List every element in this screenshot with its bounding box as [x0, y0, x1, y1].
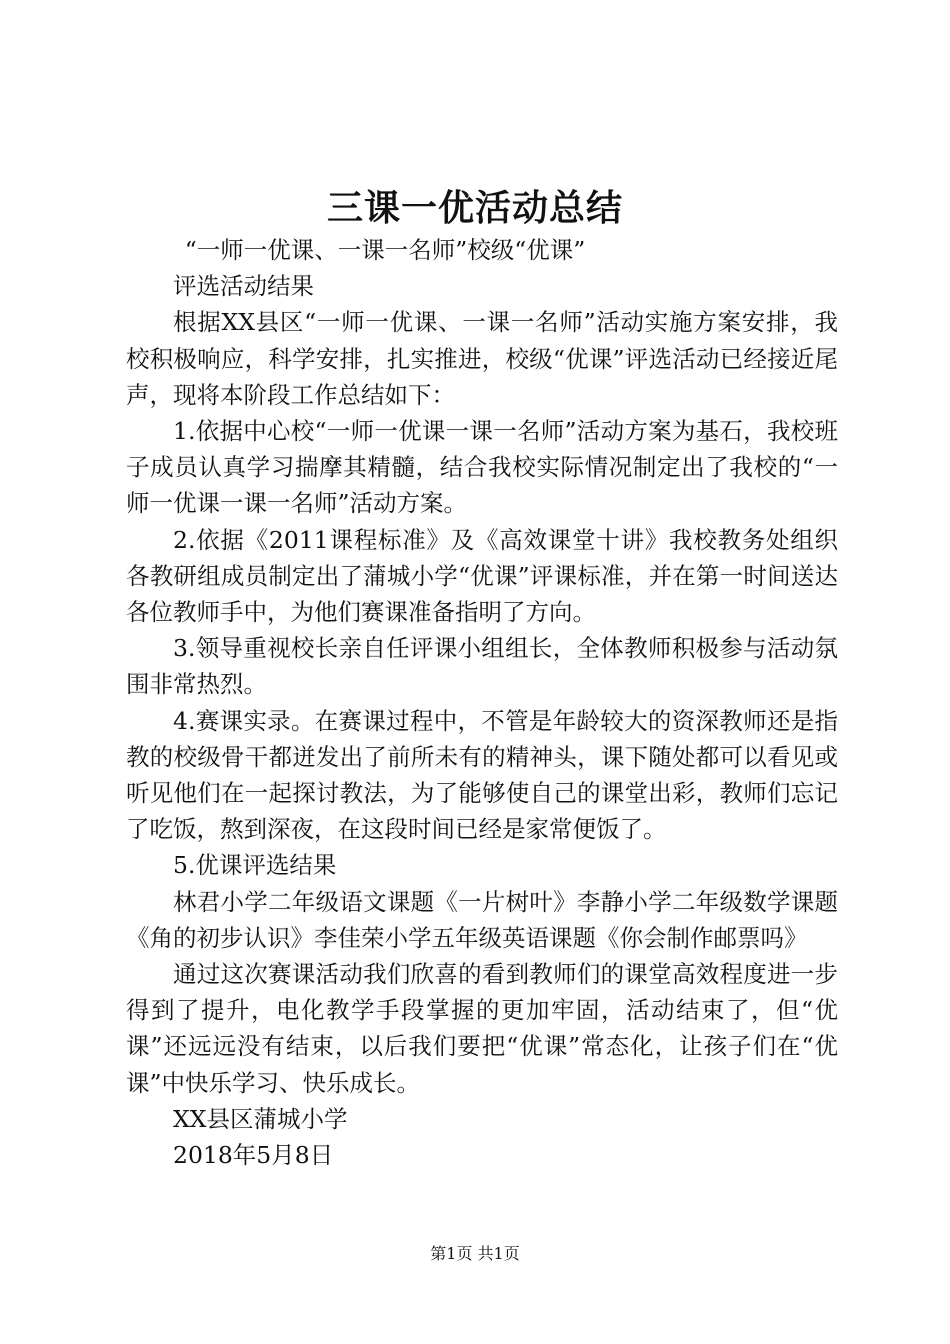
item-3-paragraph: 3.领导重视校长亲自任评课小组组长，全体教师积极参与活动氛围非常热烈。 — [126, 634, 838, 699]
results-paragraph: 林君小学二年级语文课题《一片树叶》李静小学二年级数学课题《角的初步认识》李佳荣小学五年级英语课题《你会制作邮票吗》 — [126, 887, 838, 952]
subtitle-line-1: “一师一优课、一课一名师”校级“优课” — [184, 236, 586, 264]
item-2-paragraph: 2.依据《2011课程标准》及《高效课堂十讲》我校教务处组织各教研组成员制定出了蒲城小学“优课”评课标准，并在第一时间送达各位教师手中，为他们赛课准备指明了方向。 — [126, 525, 838, 627]
page-footer: 第1页 共1页 — [430, 1244, 520, 1263]
conclusion-paragraph: 通过这次赛课活动我们欣喜的看到教师们的课堂高效程度进一步得到了提升，电化教学手段掌握的更加牢固，活动结束了，但“优课”还远远没有结束，以后我们要把“优课”常态化，让孩子们在“优课”中快乐学习、快乐成长。 — [126, 960, 838, 1097]
document-body — [126, 232, 838, 1173]
subtitle-line-2: 评选活动结果 — [173, 272, 314, 301]
intro-paragraph: 根据XX县区“一师一优课、一课一名师”活动实施方案安排，我校积极响应，科学安排，扎实推进，校级“优课”评选活动已经接近尾声，现将本阶段工作总结如下： — [126, 308, 838, 409]
item-5-heading: 5.优课评选结果 — [173, 851, 337, 880]
signature-date: 2018年5月8日 — [173, 1141, 334, 1170]
item-1-paragraph: 1.依据中心校“一师一优课一课一名师”活动方案为基石，我校班子成员认真学习揣摩其精髓，结合我校实际情况制定出了我校的“一师一优课一课一名师”活动方案。 — [126, 417, 838, 518]
signature-school: XX县区蒲城小学 — [173, 1104, 348, 1133]
document-title: 三课一优活动总结 — [326, 187, 623, 229]
item-4-paragraph: 4.赛课实录。在赛课过程中，不管是年龄较大的资深教师还是指教的校级骨干都迸发出了前所未有的精神头，课下随处都可以看见或听见他们在一起探讨教法，为了能够使自己的课堂出彩，教师们忘记了吃饭，熬到深夜，在这段时间已经是家常便饭了。 — [126, 706, 838, 844]
